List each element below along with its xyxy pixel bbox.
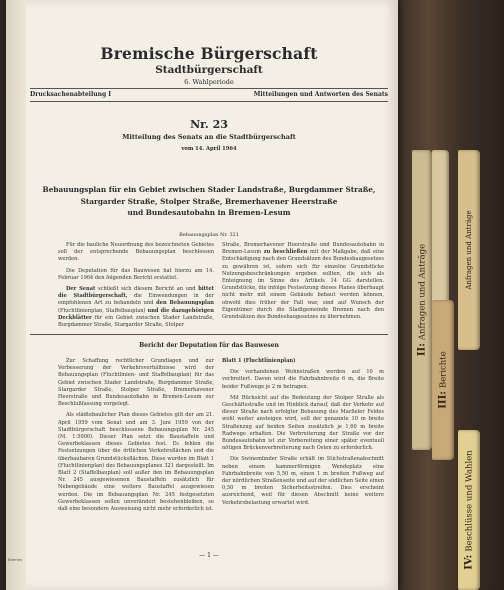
bericht-left-p1: Zur Schaffung rechtlicher Grundlagen und zur Verbesserung der Verkehrsverhältnisse wird der Bebauungsplan (Fluchtlinien- und Staffelbauplan) für das Gebiet zwischen Stader Landstraße, Burgdammer Straße, Stargarder Straße, Stolper Straße, Bremerhavener Heerstraße und Bundesautobahn in Bremen-Lesum zur Beschlußfassung vorgelegt. (58, 358, 214, 408)
page-subtitle: Stadtbürgerschaft (155, 64, 263, 76)
tab-beschluesse[interactable] (458, 430, 480, 590)
section-right: Mitteilungen und Antworten des Senats (253, 91, 388, 98)
page-gutter (6, 0, 26, 590)
document-date: vom 14. April 1964 (181, 146, 237, 152)
bericht-left-column (58, 358, 214, 517)
intro-left-column (58, 242, 214, 333)
section-left: Drucksachenabteilung I (30, 91, 112, 98)
tab-anfragen-label-holder[interactable] (412, 150, 432, 450)
document-page (6, 0, 398, 590)
tab-berichte-label: III:Berichte (437, 351, 449, 409)
page-number: — 1 — (199, 552, 219, 559)
tab-anfragen-upper-label: Anfragen und Anträge (465, 210, 473, 290)
rule-top (30, 88, 388, 89)
intro-right-column (222, 242, 384, 325)
bericht-right-p2: Mit Rücksicht auf die Bedeutung der Stolper Straße als Geschäftsstraße und im Hinblick darauf, daß der Verkehr auf dieser Straße nach erfolgter Bebauung des Marßeler Feldes wohl weiter ansteigen wird, soll der genannte 10 m breite Straßenzug auf beiden Seiten zusätzlich je 1,60 m breite Radwege erhalten. Die Verbreiterung der Straße vor der Bundesautobahn ist zur Vorbereitung einer später eventuell nötigen Brückenverbreiterung nach Osten zu erforderlich. (222, 394, 384, 452)
bericht-heading: Bericht der Deputation für das Bauwesen (139, 342, 279, 349)
tab-anfragen-label: II:Anfragen und Anträge (416, 243, 428, 357)
bericht-right-p1: Die vorhandenen Wohnstraßen werden auf 10 m verbreitert. Davon wird die Fahrbahnbreite 6 m, die Breite beider Fußwege je 2 m betragen. (222, 369, 384, 390)
bericht-left-p2: Als städtebaulicher Plan dieses Gebietes gilt der am 21. April 1959 vom Senat und am 3. Juni 1959 von der Stadtbürgerschaft beschlossene Bebauungsplan Nr. 245 (M. 1:5000). Dieser Plan setzt die Baustaffeln und Gewerbeklassen dieses Gebietes fest. Es fehlen die Festsetzungen über die örtlichen Verkehrsflächen und die überbaubaren Grundstücksflächen. Diese wurden im Blatt 1 (Fluchtlinienplan) des Bebauungsplanes 321 dargestellt. Im Blatt 2 (Staffelbauplan) soll außer den im Bebauungsplan Nr. 245 ausgewiesenen Baustaffeln zusätzlich für Nebengebäude eine weitere Baustaffel ausgewiesen werden. Die im Bebauungsplan Nr. 245 festgesetzten Gewerbeklassen sollen unverändert bestehenbleiben, so daß eine besondere Ausweisung nicht mehr erforderlich ist. (58, 412, 214, 513)
tab-berichte[interactable] (432, 300, 454, 460)
tab-anfragen-upper[interactable] (458, 150, 480, 350)
intro-right-p1: Straße, Bremerhavener Heerstraße und Bundesautobahn in Bremen-Lesum zu beschließen mit der Maßgabe, daß eine Entschädigung nach den Grundsätzen des Bundesbaugesetzes zu gewähren ist, sofern sich für einzelne Grundstücke Nutzungsbeschränkungen ergeben sollten, die sich als Enteignung im Sinne des Artikels 14 GG darstellen. Grundstücke, die infolge Festsetzung dieses Planes überhaupt nicht mehr mit einem Gebäude bebaut werden können, obwohl dies früher der Fall war, sind auf Wunsch der Eigentümer durch die Stadtgemeinde Bremen nach den Grundsätzen des Bundesbaugesetzes zu übernehmen. (222, 242, 384, 321)
rule-bottom (30, 101, 388, 102)
page-period: 6. Wahlperiode (184, 78, 234, 86)
plan-title: Bebauungsplan für ein Gebiet zwischen Stader Landstraße, Burgdammer Straße, Stargarder Straße, Stolper Straße, Bremerhavener Heerstraße und Bundesautobahn in Bremen-Lesum (42, 185, 376, 217)
intro-p1: Für die bauliche Neuordnung des bezeichneten Gebietes soll der entsprechende Bebauungsplan beschlossen werden. (58, 242, 214, 263)
section-line (30, 91, 388, 98)
page-title: Bremische Bürgerschaft (100, 44, 318, 63)
intro-p2: Die Deputation für das Bauwesen hat hierzu am 14. Februar 1964 den folgenden Bericht erstattet. (58, 267, 214, 281)
bericht-right-p3: Die Swinemünder Straße erhält im Stichstraßenabschnitt neben einem kammerförmigen Wendeplatz eine Fahrbahnbreite von 5,50 m, einen 1 m breiten Fußweg auf der nördlichen Straßenseite und auf der südlichen Seite einen 0,50 m breiten Sicherheitsstreifen. Dies erscheint ausreichend, weil für diesen Abschnitt keine weitere Verkehrsbelastung erwartet wird. (222, 456, 384, 506)
document-heading: Mitteilung des Senats an die Stadtbürgerschaft (122, 133, 296, 141)
intro-p3: Der Senat schließt sich diesem Bericht an und bittet die Stadtbürgerschaft, die Einwendungen in der empfohlenen Art zu behandeln und den Bebauungsplan (Fluchtlinienplan, Staffelbauplan) und die dazugehörigen Deckblätter für ein Gebiet zwischen Stader Landstraße, Burgdammer Straße, Stargarder Straße, Stolper (58, 286, 214, 329)
bericht-subheading: Blatt 1 (Fluchtlinienplan) (222, 358, 296, 364)
document-number: Nr. 23 (190, 118, 228, 131)
tab-beschluesse-label: IV:Beschlüsse und Wahlen (463, 450, 475, 570)
corner-note: Bremen (8, 558, 23, 562)
rule-mid (30, 334, 388, 335)
bericht-right-column (222, 358, 384, 511)
plan-number: Bebauungsplan Nr. 321 (179, 232, 239, 238)
